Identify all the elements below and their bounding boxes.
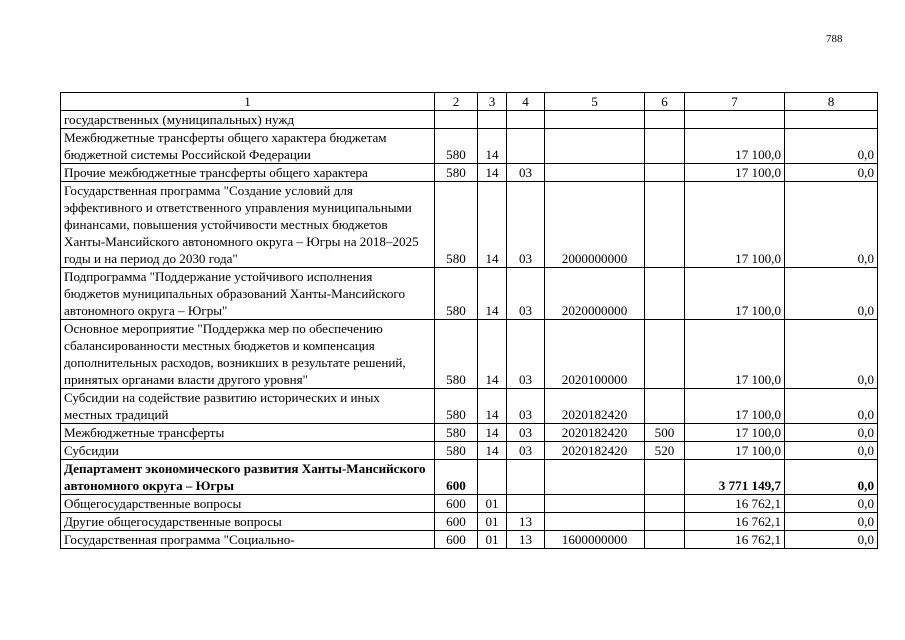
row-name-cell: Субсидии <box>61 442 435 460</box>
row-amount-cell: 17 100,0 <box>685 320 785 389</box>
row-target-cell: 2020182420 <box>545 389 645 424</box>
row-admin-cell: 580 <box>435 442 478 460</box>
row-name-cell: Государственная программа "Создание условий для эффективного и ответственного управления муниципальными финансами, повышения устойчивости местных бюджетов Ханты-Мансийского автономного округа – Югры на 2018–2025 годы и на период до 2030 года" <box>61 182 435 268</box>
row-expense-type-cell <box>645 531 685 549</box>
row-subsection-cell: 13 <box>507 513 545 531</box>
row-subsection-cell <box>507 111 545 129</box>
row-section-cell: 14 <box>478 129 507 164</box>
row-target-cell <box>545 460 645 495</box>
table-header-row <box>61 93 878 111</box>
row-target-cell: 2020000000 <box>545 268 645 320</box>
table-row <box>61 460 878 495</box>
table-row <box>61 495 878 513</box>
table-row <box>61 182 878 268</box>
row-target-cell: 2020182420 <box>545 424 645 442</box>
row-amount-next-cell <box>785 111 878 129</box>
row-admin-cell: 600 <box>435 531 478 549</box>
row-name-cell: Основное мероприятие "Поддержка мер по обеспечению сбалансированности местных бюджетов и компенсация дополнительных расходов, возникших в результате решений, принятых органами власти другого уровня" <box>61 320 435 389</box>
row-expense-type-cell <box>645 129 685 164</box>
row-amount-cell: 17 100,0 <box>685 268 785 320</box>
table-row <box>61 111 878 129</box>
row-name-cell: Государственная программа "Социально- <box>61 531 435 549</box>
table-row <box>61 513 878 531</box>
row-admin-cell: 580 <box>435 182 478 268</box>
row-amount-cell: 17 100,0 <box>685 424 785 442</box>
row-target-cell <box>545 495 645 513</box>
row-admin-cell: 580 <box>435 268 478 320</box>
row-target-cell <box>545 129 645 164</box>
row-amount-cell <box>685 111 785 129</box>
row-name-cell: Субсидии на содействие развитию исторических и иных местных традиций <box>61 389 435 424</box>
row-name-cell: Общегосударственные вопросы <box>61 495 435 513</box>
page-number: 788 <box>826 33 843 45</box>
row-expense-type-cell <box>645 495 685 513</box>
column-header: 5 <box>545 93 645 111</box>
row-name-cell: Подпрограмма "Поддержание устойчивого исполнения бюджетов муниципальных образований Ханты-Мансийского автономного округа – Югры" <box>61 268 435 320</box>
column-header: 3 <box>478 93 507 111</box>
row-expense-type-cell <box>645 182 685 268</box>
row-subsection-cell: 03 <box>507 182 545 268</box>
row-amount-cell: 17 100,0 <box>685 182 785 268</box>
row-admin-cell: 580 <box>435 424 478 442</box>
row-expense-type-cell: 520 <box>645 442 685 460</box>
row-amount-cell: 16 762,1 <box>685 513 785 531</box>
row-amount-next-cell: 0,0 <box>785 268 878 320</box>
row-name-cell: государственных (муниципальных) нужд <box>61 111 435 129</box>
row-admin-cell: 580 <box>435 129 478 164</box>
row-amount-cell: 17 100,0 <box>685 129 785 164</box>
row-expense-type-cell <box>645 164 685 182</box>
row-admin-cell: 580 <box>435 164 478 182</box>
budget-table <box>60 92 878 549</box>
column-header: 4 <box>507 93 545 111</box>
row-section-cell: 14 <box>478 164 507 182</box>
column-header: 7 <box>685 93 785 111</box>
row-section-cell: 01 <box>478 495 507 513</box>
row-subsection-cell: 03 <box>507 164 545 182</box>
row-section-cell: 14 <box>478 320 507 389</box>
row-subsection-cell <box>507 495 545 513</box>
row-section-cell: 14 <box>478 424 507 442</box>
row-section-cell: 14 <box>478 442 507 460</box>
table-row <box>61 164 878 182</box>
row-name-cell: Департамент экономического развития Ханты-Мансийского автономного округа – Югры <box>61 460 435 495</box>
row-expense-type-cell <box>645 389 685 424</box>
row-section-cell: 01 <box>478 513 507 531</box>
row-target-cell <box>545 164 645 182</box>
column-header: 8 <box>785 93 878 111</box>
row-name-cell: Прочие межбюджетные трансферты общего характера <box>61 164 435 182</box>
row-amount-cell: 16 762,1 <box>685 495 785 513</box>
row-subsection-cell <box>507 129 545 164</box>
row-amount-cell: 17 100,0 <box>685 442 785 460</box>
row-expense-type-cell <box>645 460 685 495</box>
row-name-cell: Межбюджетные трансферты общего характера бюджетам бюджетной системы Российской Федерации <box>61 129 435 164</box>
row-subsection-cell: 03 <box>507 424 545 442</box>
row-target-cell: 2000000000 <box>545 182 645 268</box>
table-row <box>61 442 878 460</box>
row-amount-next-cell: 0,0 <box>785 164 878 182</box>
row-expense-type-cell <box>645 111 685 129</box>
row-section-cell: 14 <box>478 182 507 268</box>
table-row <box>61 531 878 549</box>
column-header: 6 <box>645 93 685 111</box>
table-row <box>61 320 878 389</box>
row-subsection-cell: 03 <box>507 268 545 320</box>
row-amount-next-cell: 0,0 <box>785 531 878 549</box>
row-section-cell: 01 <box>478 531 507 549</box>
row-admin-cell: 580 <box>435 389 478 424</box>
row-target-cell: 2020100000 <box>545 320 645 389</box>
row-amount-next-cell: 0,0 <box>785 129 878 164</box>
row-target-cell: 1600000000 <box>545 531 645 549</box>
row-target-cell <box>545 111 645 129</box>
row-amount-cell: 17 100,0 <box>685 164 785 182</box>
row-amount-next-cell: 0,0 <box>785 513 878 531</box>
row-subsection-cell: 13 <box>507 531 545 549</box>
row-expense-type-cell <box>645 268 685 320</box>
row-expense-type-cell <box>645 513 685 531</box>
row-section-cell <box>478 111 507 129</box>
table-row <box>61 424 878 442</box>
row-amount-next-cell: 0,0 <box>785 460 878 495</box>
row-amount-next-cell: 0,0 <box>785 182 878 268</box>
column-header: 2 <box>435 93 478 111</box>
column-header: 1 <box>61 93 435 111</box>
row-subsection-cell: 03 <box>507 389 545 424</box>
row-amount-next-cell: 0,0 <box>785 320 878 389</box>
row-subsection-cell: 03 <box>507 320 545 389</box>
row-admin-cell: 600 <box>435 495 478 513</box>
row-amount-next-cell: 0,0 <box>785 442 878 460</box>
row-amount-next-cell: 0,0 <box>785 495 878 513</box>
row-target-cell: 2020182420 <box>545 442 645 460</box>
table-row <box>61 129 878 164</box>
row-admin-cell: 580 <box>435 320 478 389</box>
row-name-cell: Другие общегосударственные вопросы <box>61 513 435 531</box>
row-section-cell <box>478 460 507 495</box>
row-subsection-cell: 03 <box>507 442 545 460</box>
row-section-cell: 14 <box>478 268 507 320</box>
row-admin-cell: 600 <box>435 513 478 531</box>
row-expense-type-cell: 500 <box>645 424 685 442</box>
row-subsection-cell <box>507 460 545 495</box>
row-amount-cell: 17 100,0 <box>685 389 785 424</box>
row-admin-cell <box>435 111 478 129</box>
row-amount-next-cell: 0,0 <box>785 424 878 442</box>
row-amount-cell: 3 771 149,7 <box>685 460 785 495</box>
row-amount-cell: 16 762,1 <box>685 531 785 549</box>
row-expense-type-cell <box>645 320 685 389</box>
row-target-cell <box>545 513 645 531</box>
table-row <box>61 389 878 424</box>
row-section-cell: 14 <box>478 389 507 424</box>
row-admin-cell: 600 <box>435 460 478 495</box>
row-amount-next-cell: 0,0 <box>785 389 878 424</box>
row-name-cell: Межбюджетные трансферты <box>61 424 435 442</box>
table-row <box>61 268 878 320</box>
